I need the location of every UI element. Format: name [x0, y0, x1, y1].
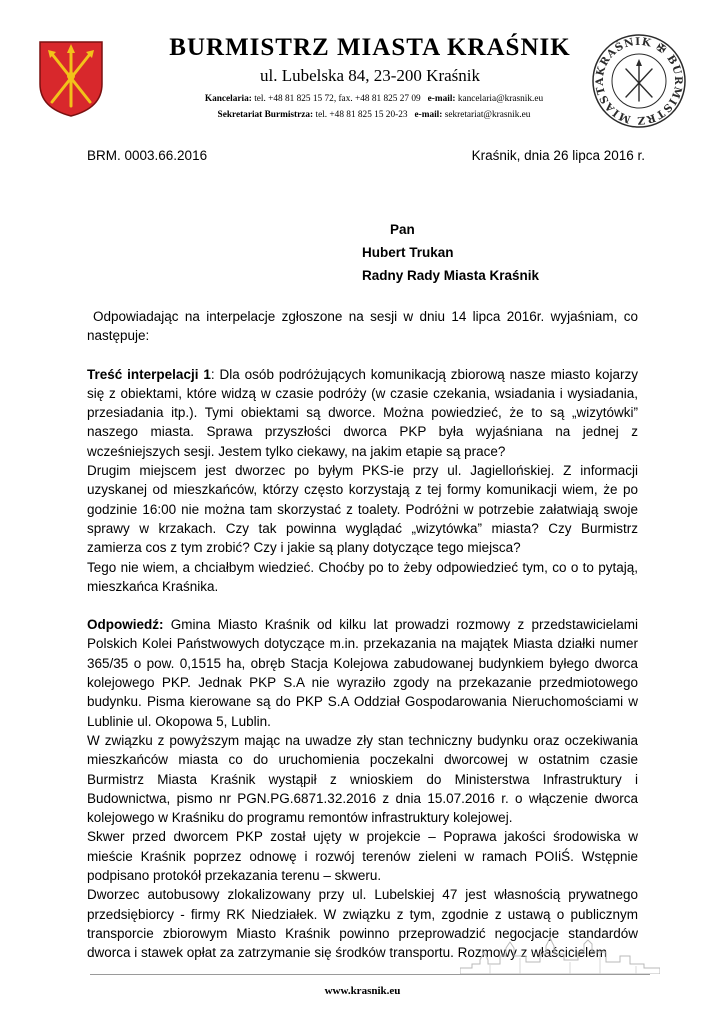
letterhead-sekretariat [164, 110, 584, 120]
coat-of-arms-icon [38, 40, 104, 118]
letter-body [87, 307, 638, 963]
sekretariat-email-link[interactable]: sekretariat@krasnik.eu [444, 110, 531, 120]
odpowiedz-text: Gmina Miasto Kraśnik od kilku lat prowadzi rozmowy z przedstawicielami Polskich Kolei Państwowych dotyczące m.in. przekazania na majątek Miasta działki numer 365/35 o pow. 0,1515 ha, obręb Stacja Kolejowa zabudowanej budynkiem byłego dworca kolejowego PKP. Jednak PKP S.A nie wyraziło zgody na przekazanie przedmiotowego budynku. Pisma kierowane są do PKP S.A Oddział Gospodarowania Nieruchomościami w Lublinie ul. Okopowa 5, Lublin. [87, 617, 638, 729]
sekretariat-phones: tel. +48 81 825 15 20-23 [315, 110, 408, 120]
kancelaria-label: Kancelaria: [204, 94, 252, 104]
kancelaria-email-link[interactable]: kancelaria@krasnik.eu [457, 94, 544, 104]
addressee-block [362, 218, 539, 287]
kancelaria-email-label: e-mail: [427, 94, 456, 104]
sekretariat-label: Sekretariat Burmistrza: [217, 110, 314, 120]
odpowiedz-label: Odpowiedź: [87, 617, 164, 633]
official-seal-icon [591, 33, 687, 129]
footer-website-link[interactable]: www.krasnik.eu [324, 985, 401, 997]
letterhead-address: ul. Lubelska 84, 23-200 Kraśnik [259, 66, 481, 85]
odpowiedz-paragraph-4: Dworzec autobusowy zlokalizowany przy ul. Lubelskiej 47 jest własnością prywatnego przedsiębiorcy - firmy RK Niedziałek. W związku z tym, zgodnie z ustawą o publicznym transporcie zbiorowym Miasto Kraśnik powinno przeprowadzić negocjacje standardów dworca i stawek opłat za zatrzymanie się środków transportu. Rozmowy z właścicielem [87, 887, 638, 961]
sekretariat-email-label: e-mail: [414, 110, 443, 120]
interpelacja-paragraph-3: Tego nie wiem, a chciałbym wiedzieć. Choćby po to żeby odpowiedzieć tym, co o to pytają, mieszkańca Kraśnika. [87, 559, 638, 594]
document-number: BRM. 0003.66.2016 [87, 148, 208, 163]
interpelacja-label: Treść interpelacji 1 [87, 366, 211, 382]
letterhead-kancelaria [164, 94, 584, 104]
addressee-title: Radny Rady Miasta Kraśnik [362, 268, 540, 283]
odpowiedz-paragraph-2: W związku z powyższym mając na uwadze zły stan techniczny budynku oraz oczekiwania mieszkańców miasta co do uruchomienia poczekalni dworcowej w ostatnim czasie Burmistrz Miasta Kraśnik wystąpił z wnioskiem do Ministerstwa Infrastruktury i Budownictwa, pismo nr PGN.PG.6871.32.2016 z dnia 15.07.2016 r. o włączenie dworca kolejowego w Kraśniku do programu remontów infrastruktury kolejowej. [87, 732, 638, 826]
seal-text: KRAŚNIK ✠ BURMISTRZ MIASTA [593, 35, 685, 127]
odpowiedz-paragraph [87, 615, 638, 731]
city-skyline-icon [460, 934, 660, 974]
interpelacja-paragraph-2: Drugim miejscem jest dworzec po byłym PKS-ie przy ul. Jagiellońskiej. Z informacji uzyskanej od mieszkańców, którzy często korzystają z tej formy komunikacji wiem, że po godzinie 16:00 nie można tam skorzystać z toalety. Podróżni w potrzebie załatwiają swoje sprawy w krzakach. Czy tak powinna wyglądać „wizytówka” miasta? Czy Burmistrz zamierza cos z tym zrobić? Czy i jakie są plany dotyczące tego miejsca? [87, 463, 638, 556]
addressee-salutation: Pan [390, 222, 415, 237]
footer-divider [90, 974, 650, 975]
addressee-name: Hubert Trukan [362, 245, 454, 260]
interpelacja-paragraph [87, 365, 638, 461]
intro-paragraph: Odpowiadając na interpelacje zgłoszone na sesji w dniu 14 lipca 2016r. wyjaśniam, co następuje: [87, 309, 638, 344]
odpowiedz-paragraph-3: Skwer przed dworcem PKP został ujęty w projekcie – Poprawa jakości środowiska w mieście Kraśnik poprzez odnowę i rozwój terenów zieleni w ramach POIiŚ. Wstępnie podpisano protokół przekazania terenu – skweru. [87, 829, 638, 884]
place-and-date: Kraśnik, dnia 26 lipca 2016 r. [471, 148, 645, 163]
interpelacja-text: : Dla osób podróżujących komunikacją zbiorową nasze miasto kojarzy się z obiektami, które widzą w czasie podróży (w czasie czekania, wsiadania i wysiadania, przesiadania itp.). Tymi obiektami są dworce. Można powiedzieć, że to są „wizytówki” naszego miasta. Sprawa przyszłości dworca PKP była wyjaśniana na jednej z wcześniejszych sesji. Jestem tylko ciekawy, na jakim etapie są prace? [87, 366, 638, 459]
letterhead-title: BURMISTRZ MIASTA KRAŚNIK [169, 34, 571, 61]
kancelaria-phones: tel. +48 81 825 15 72, fax. +48 81 825 27 09 [254, 94, 421, 104]
